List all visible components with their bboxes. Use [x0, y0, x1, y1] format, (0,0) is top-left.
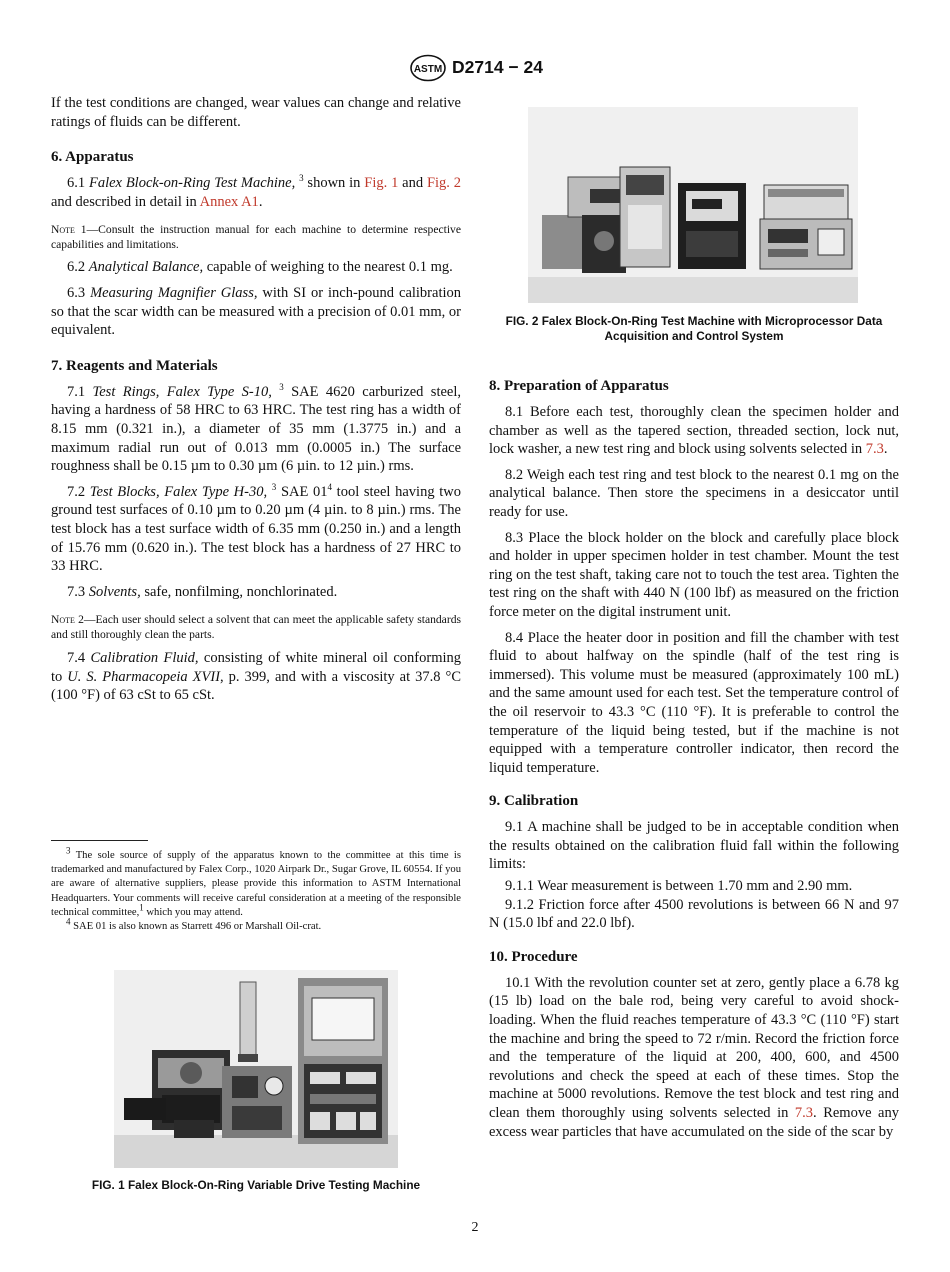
fig2-caption: FIG. 2 Falex Block-On-Ring Test Machine with Microprocessor Data Acquisition and Control System: [505, 314, 883, 343]
astm-logo-icon: [409, 54, 447, 82]
section-6-heading: 6. Apparatus: [51, 149, 134, 166]
ref-7-3-link[interactable]: 7.3: [865, 441, 884, 458]
footnotes: [51, 845, 461, 934]
annex-a1-link[interactable]: Annex A1: [199, 193, 259, 210]
para-7-3: 7.3 Solvents, safe, nonfilming, nonchlorinated.: [67, 583, 338, 600]
right-column: [489, 378, 899, 1141]
ref-7-3-link-2[interactable]: 7.3: [794, 1105, 814, 1121]
para-8-3: 8.3 Place the block holder on the block and carefully place block and holder in upper specimen holder in test chamber. Mount the test ring on the test shaft, taking care not to touch the test area. Tighten the test ring on the shaft with 440 N (100 lbf) as measured on the friction force meter on the digital instrument unit.: [489, 529, 899, 620]
section-8-heading: 8. Preparation of Apparatus: [489, 378, 669, 394]
page-number: 2: [471, 1220, 479, 1235]
para-6-1: 6.1 Falex Block-on-Ring Test Machine, $^3$ shown in Fig. 1 and Fig. 2 and described in detail in Annex A1.: [51, 173, 462, 210]
fig2-photo: [528, 107, 858, 303]
para-6-2: 6.2 Analytical Balance, capable of weighing to the nearest 0.1 mg.: [67, 259, 453, 276]
fig2-link[interactable]: Fig. 2: [426, 175, 462, 192]
section-10-heading: 10. Procedure: [489, 948, 578, 965]
footnote-3: $^3$ The sole source of supply of the apparatus known to the committee at this time is trademarked and manufactured by Falex Corp., 1020 Airpark Dr., Sugar Grove, IL 60554. If you are aware of alternative suppliers, please provide this information to ASTM International Headquarters. Your comments will receive careful consideration at a meeting of the responsible technical committee,$^1$ which you may attend.: [51, 845, 461, 918]
intro-paragraph: If the test conditions are changed, wear values can change and relative ratings of fluids can be different.: [51, 95, 461, 130]
para-8-4: 8.4 Place the heater door in position and fill the chamber with test fluid to about halfway on the spindle (half of the test ring is immersed). This volume must be measured (approximately 100 mL) and the same amount used for each test. Set the temperature control of the oil reservoir to 43.3 °C (110 °F). It is preferable to control the temperature of the liquid being tested, but if the machine is not equipped with a temperature controller indicator, then record the liquid temperature.: [489, 629, 899, 776]
fig1-photo: [114, 970, 398, 1168]
para-9-1: 9.1 A machine shall be judged to be in acceptable condition when the results obtained on the calibration fluid fall within the following limits:: [489, 819, 899, 873]
section-7-heading: 7. Reagents and Materials: [51, 357, 218, 374]
para-6-3: 6.3 Measuring Magnifier Glass, with SI or inch-pound calibration so that the scar width can be measured with a precision of 0.01 mm, or equivalent.: [51, 284, 462, 339]
para-8-1: 8.1 Before each test, thoroughly clean the specimen holder and chamber as well as the tapered section, threaded section, lock nut, lock washer, a new test ring and block using solvents selected in 7.3.: [489, 404, 899, 458]
note-1: Note 1—Consult the instruction manual for each machine to determine respective capabilities and limitations.: [51, 223, 461, 252]
para-9-1-1: 9.1.1 Wear measurement is between 1.70 mm and 2.90 mm.: [505, 878, 853, 895]
note-2: Note 2—Each user should select a solvent that can meet the applicable safety standards and still thoroughly clean the parts.: [51, 613, 461, 642]
fig1-link[interactable]: Fig. 1: [364, 175, 399, 192]
footnote-4: $^4$ SAE 01 is also known as Starrett 496 or Marshall Oil-crat.: [66, 916, 322, 933]
astm-logo-text: ASTM: [413, 64, 443, 75]
para-10-1: 10.1 With the revolution counter set at zero, gently place a 6.78 kg (15 lb) load on the bale rod, being very careful to avoid shock-loading. When the fluid reaches temperature of 43.3 °C (110 °F) start the machine and bring the speed to 72 r/min. Record the friction force and the temperature of the liquid at 200, 400, 600, and 4500 revolutions and check the speed at each of these times. Stop the machine at 5000 revolutions. Remove the test block and test ring and clean them thoroughly using solvents selected in 7.3. Remove any excess wear particles that have accumulated on the side of the scar by: [489, 974, 899, 1140]
para-7-1: 7.1 Test Rings, Falex Type S-10, $^3$ SAE 4620 carburized steel, having a hardness of 58 HRC to 63 HRC. The test ring has a width of 8.15 mm (0.321 in.), a diameter of 35 mm (1.3775 in.) and a maximum radial run out of 0.013 mm (0.0005 in.) The surface roughness shall be 0.15 µm to 0.30 µm (6 µin. to 12 µin.) rms.: [51, 381, 462, 475]
header: [0, 54, 950, 84]
section-9-heading: 9. Calibration: [489, 793, 579, 810]
designation: D2714 − 24: [452, 57, 543, 77]
para-7-2: 7.2 Test Blocks, Falex Type H-30, $^3$ SAE $01^4$ tool steel having two ground test surfaces of 0.10 µm to 0.20 µm (4 µin. to 8 µin.) rms. The test block has a test surface width of 6.35 mm (0.250 in.) and a length of 15.76 mm (0.620 in.). The test block has a hardness of 27 HRC to 33 HRC.: [51, 481, 461, 575]
para-8-2: 8.2 Weigh each test ring and test block to the nearest 0.1 mg on the analytical balance. Then store the specimens in a desiccator until ready for use.: [489, 466, 899, 520]
footnote-rule: [51, 840, 148, 841]
fig1-caption: FIG. 1 Falex Block-On-Ring Variable Drive Testing Machine: [91, 1178, 421, 1192]
para-9-1-2: 9.1.2 Friction force after 4500 revolutions is between 66 N and 97 N (15.0 lbf and 22.0 lbf).: [489, 896, 899, 932]
para-7-4: 7.4 Calibration Fluid, consisting of white mineral oil conforming to U. S. Pharmacopeia XVII, p. 399, and with a viscosity at 37.8 °C (100 °F) of 63 cSt to 65 cSt.: [51, 650, 462, 704]
left-column: [51, 94, 461, 705]
